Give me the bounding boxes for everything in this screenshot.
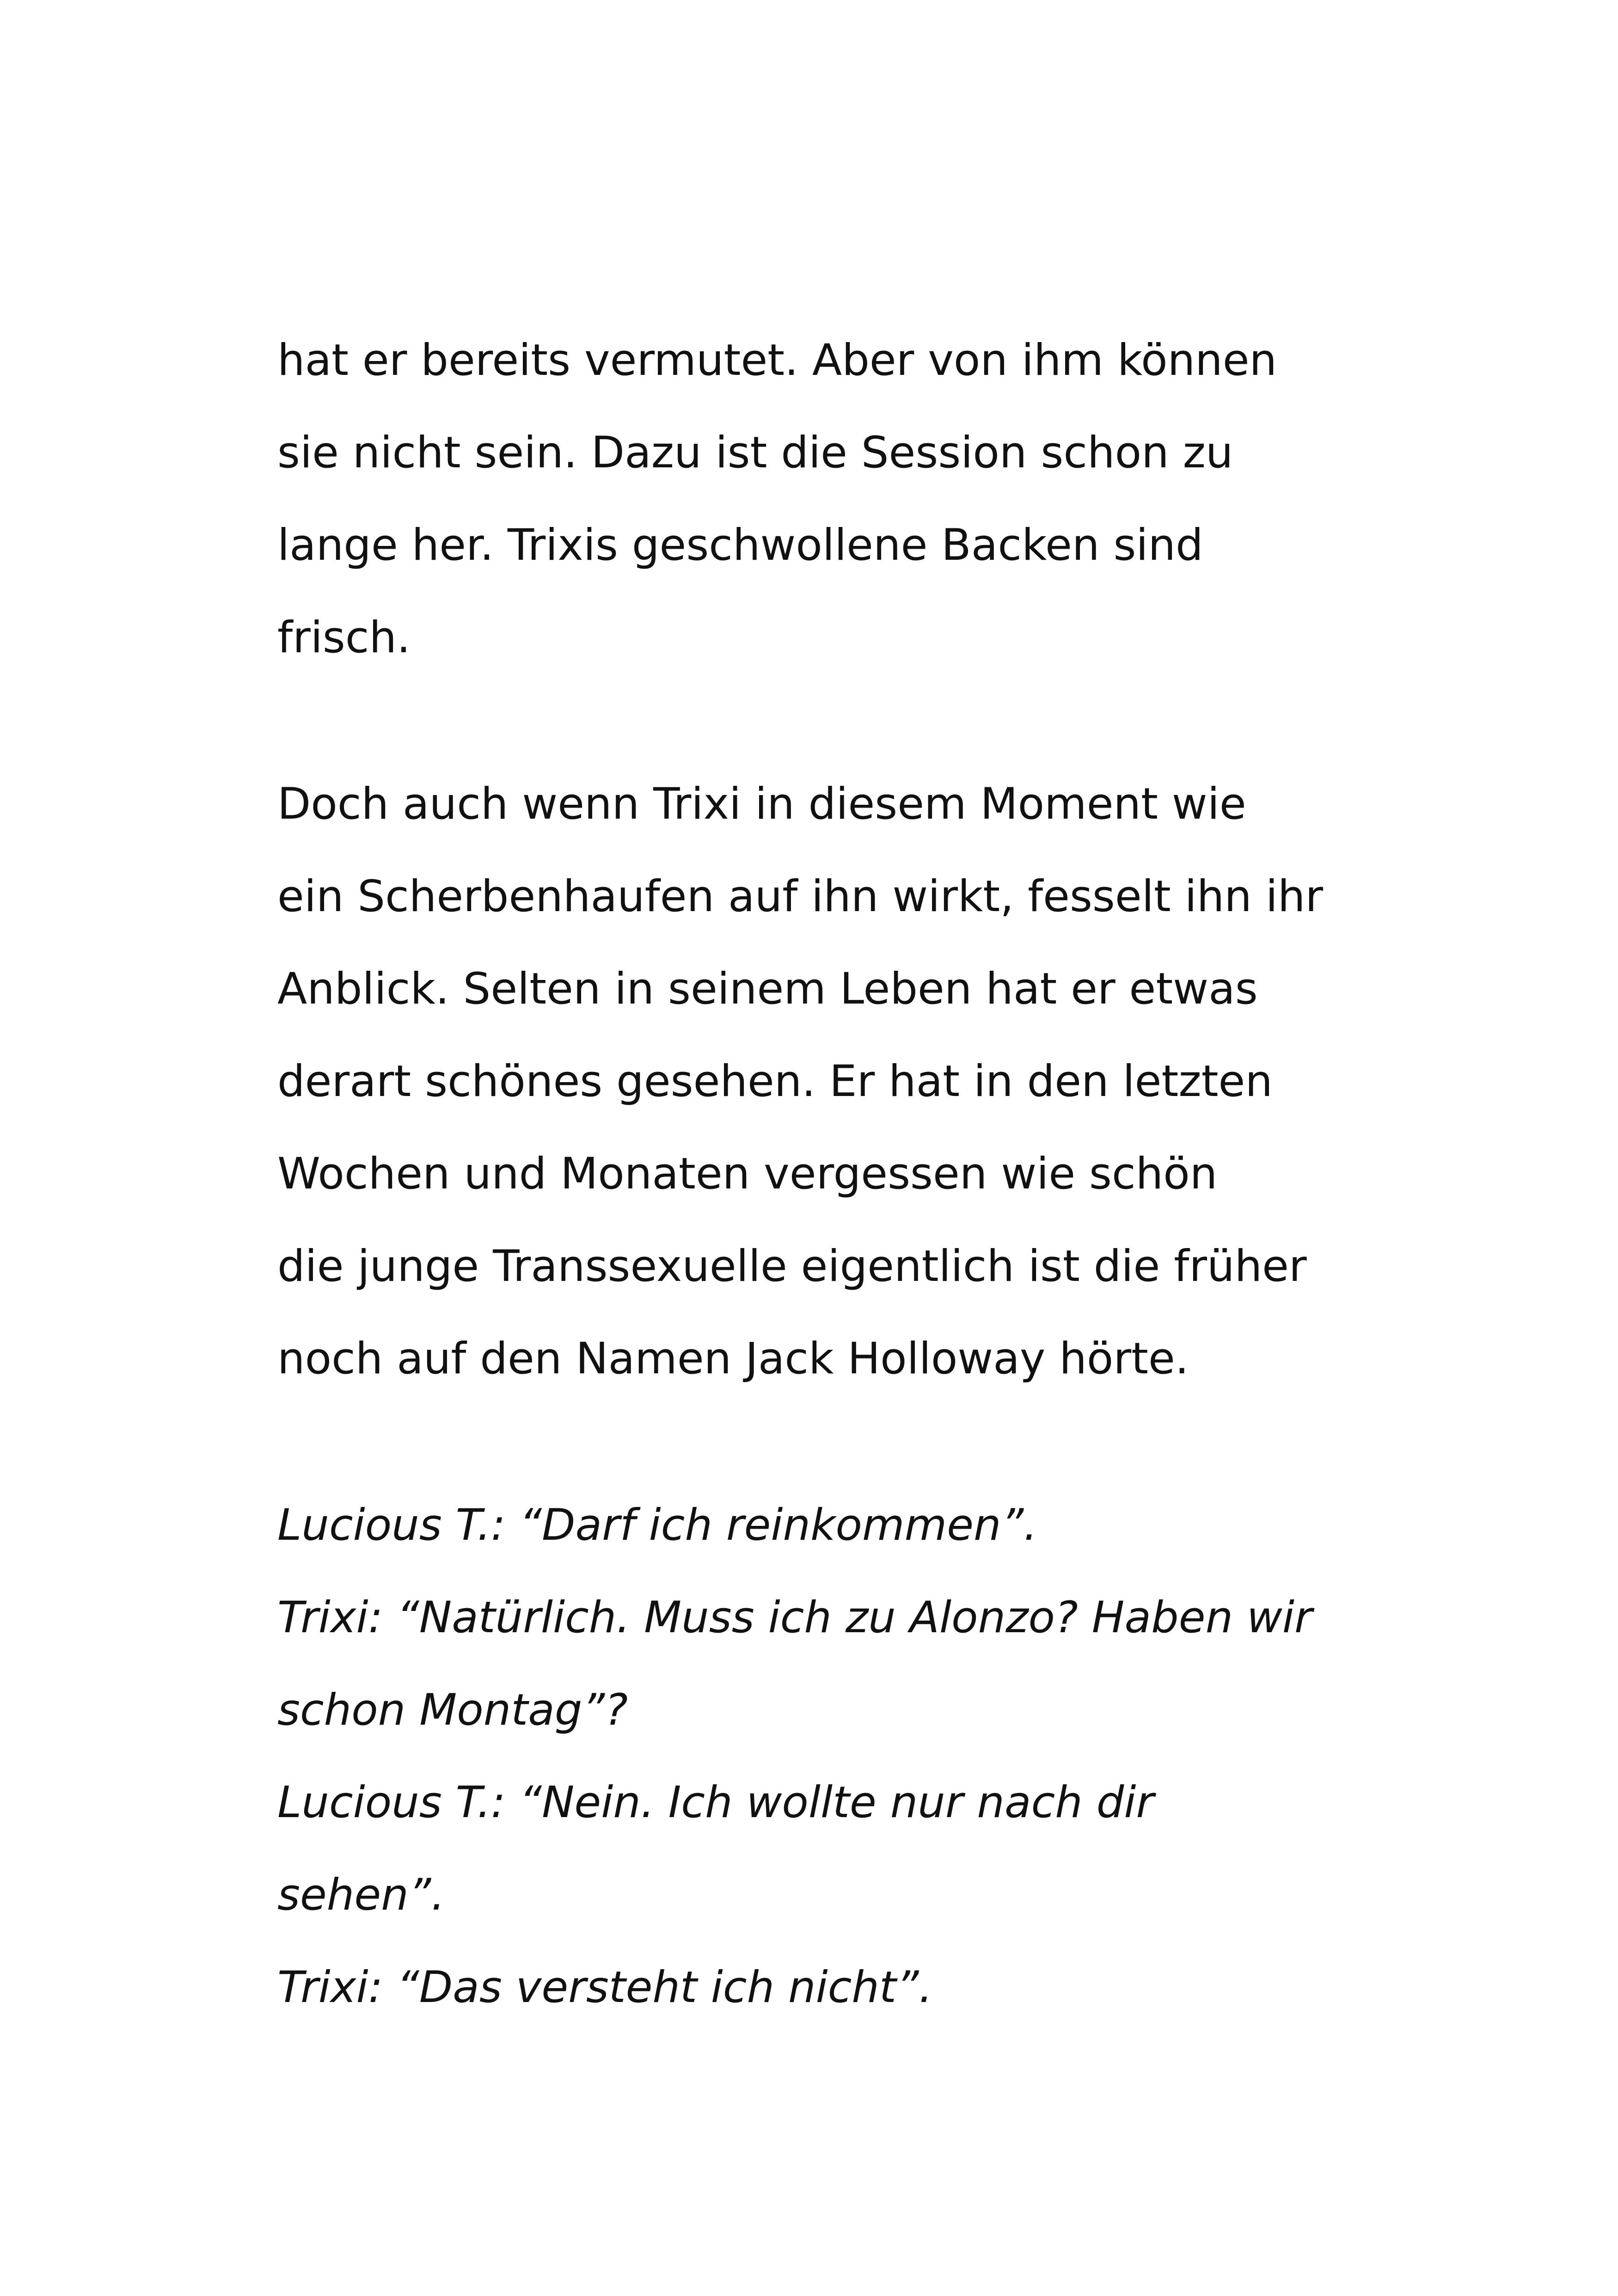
paragraph-line: Wochen und Monaten vergessen wie schön (277, 1149, 1218, 1199)
dialogue-line: Lucious T.: “Nein. Ich wollte nur nach dir (277, 1777, 1154, 1828)
dialogue-line: Lucious T.: “Darf ich reinkommen”. (277, 1500, 1038, 1550)
paragraph-line: sie nicht sein. Dazu ist die Session schon zu (277, 428, 1233, 478)
paragraph-line: lange her. Trixis geschwollene Backen sind (277, 520, 1203, 570)
text-body (277, 314, 1387, 2034)
dialogue-line: Trixi: “Natürlich. Muss ich zu Alonzo? Haben wir (277, 1592, 1312, 1643)
paragraph-line: hat er bereits vermutet. Aber von ihm können (277, 335, 1277, 386)
paragraph-line: Doch auch wenn Trixi in diesem Moment wie (277, 779, 1246, 829)
dialogue-line: sehen”. (277, 1870, 445, 1920)
paragraph-line: Anblick. Selten in seinem Leben hat er etwas (277, 964, 1258, 1014)
paragraph-line: die junge Transsexuelle eigentlich ist die früher (277, 1241, 1307, 1292)
paragraph-1 (277, 314, 1387, 684)
paragraph-line: noch auf den Namen Jack Holloway hörte. (277, 1334, 1189, 1384)
paragraph-line: ein Scherbenhaufen auf ihn wirkt, fesselt ihn ihr (277, 871, 1324, 922)
paragraph-2 (277, 758, 1387, 1405)
dialogue-line: Trixi: “Das versteht ich nicht”. (277, 1962, 933, 2013)
dialogue-block (277, 1479, 1387, 2034)
paragraph-line: derart schönes gesehen. Er hat in den letzten (277, 1056, 1273, 1107)
paragraph-line: frisch. (277, 612, 411, 663)
dialogue-line: schon Montag”? (277, 1685, 628, 1735)
